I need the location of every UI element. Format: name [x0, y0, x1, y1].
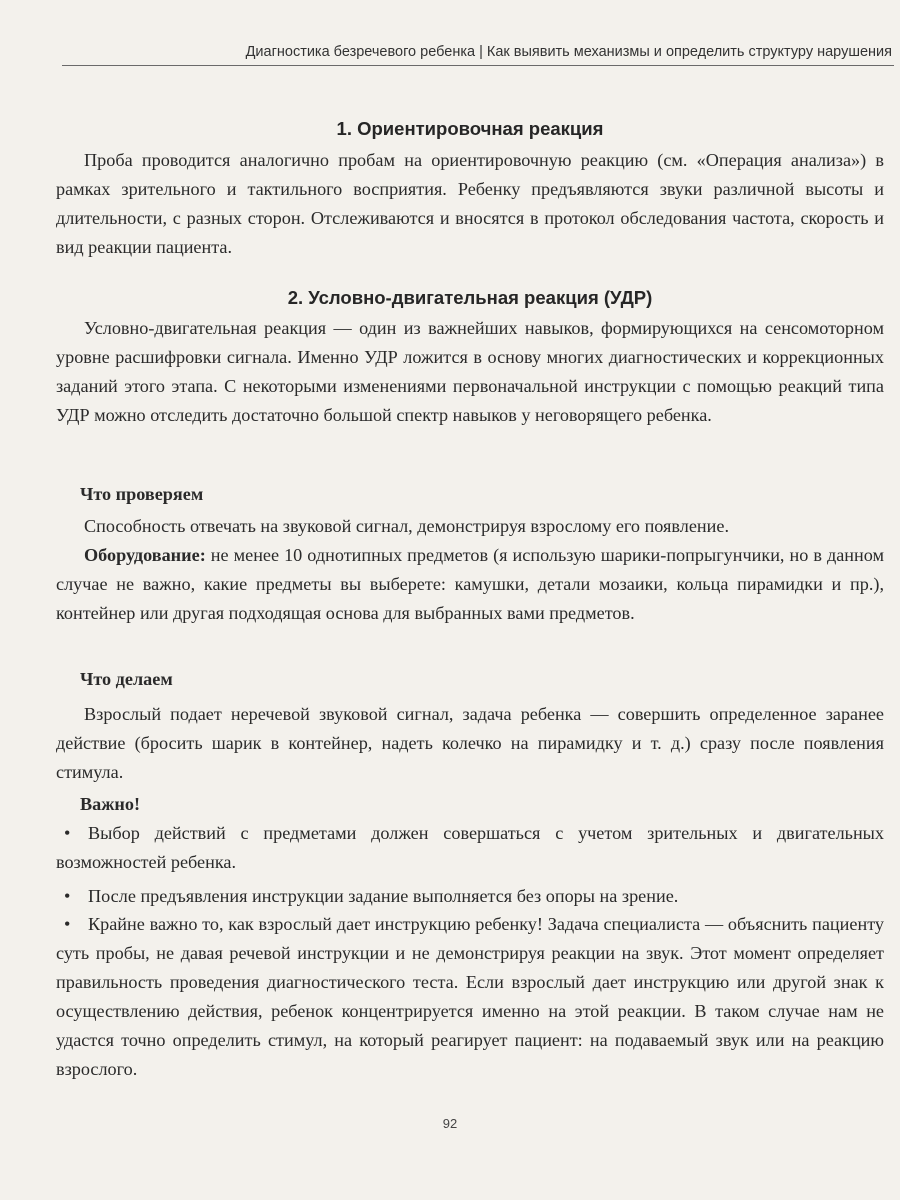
bullet-marker: • — [64, 914, 71, 934]
paragraph-what-we-check: Способность отвечать на звуковой сигнал, демонстрируя взрослому его появление. — [84, 516, 729, 536]
paragraph-what-we-do: Взрослый подает неречевой звуковой сигнал, задача ребенка — совершить определенное заранее действие (бросить шарик в контейнер, надеть колечко на пирамидку и т. д.) сразу после появления стимула. — [56, 704, 884, 782]
list-item — [56, 910, 884, 1084]
section-heading-udr: 2. Условно-двигательная реакция (УДР) — [287, 287, 653, 308]
subheading-what-we-do: Что делаем — [80, 669, 173, 689]
list-item-text: Крайне важно то, как взрослый дает инструкцию ребенку! Задача специалиста — объяснить пациенту суть пробы, не давая речевой инструкции и не демонстрируя реакции на звук. Этот момент определяет правильность проведения диагностического теста. Если взрослый дает инструкцию или другой знак к осуществлению действия, ребенок концентрируется именно на этой реакции. В таком случае нам не удастся точно определить стимул, на который реагирует пациент: на подаваемый звук или на реакцию взрослого. — [56, 914, 884, 1079]
paragraph-udr: Условно-двигательная реакция — один из важнейших навыков, формирующихся на сенсомоторном уровне расшифровки сигнала. Именно УДР ложится в основу многих диагностических и коррекционных заданий этого этапа. С некоторыми изменениями первоначальной инструкции с помощью реакций типа УДР можно отследить достаточно большой спектр навыков у неговорящего ребенка. — [56, 318, 884, 425]
page-number: 92 — [442, 1116, 458, 1131]
subheading-what-we-check: Что проверяем — [80, 484, 204, 504]
bullet-marker: • — [64, 823, 71, 843]
list-item — [56, 882, 884, 911]
running-header: Диагностика безречевого ребенка | Как выявить механизмы и определить структуру нарушения — [245, 44, 892, 60]
paragraph-equipment — [56, 541, 884, 628]
section-heading-orienting-reaction: 1. Ориентировочная реакция — [336, 118, 604, 139]
list-item — [56, 819, 884, 877]
list-item-text: После предъявления инструкции задание выполняется без опоры на зрение. — [88, 886, 679, 906]
list-item-text: Выбор действий с предметами должен совершаться с учетом зрительных и двигательных возможностей ребенка. — [56, 823, 884, 872]
header-rule — [62, 65, 894, 66]
equipment-text: не менее 10 однотипных предметов (я использую шарики-попрыгунчики, но в данном случае не важно, какие предметы вы выберете: камушки, детали мозаики, кольца пирамидки и пр.), контейнер или другая подходящая основа для выбранных вами предметов. — [56, 545, 884, 623]
equipment-label: Оборудование: — [84, 545, 206, 565]
paragraph-orienting-reaction: Проба проводится аналогично пробам на ориентировочную реакцию (см. «Операция анализа») в рамках зрительного и тактильного восприятия. Ребенку предъявляются звуки различной высоты и длительности, с разных сторон. Отслеживаются и вносятся в протокол обследования частота, скорость и вид реакции пациента. — [56, 150, 884, 257]
subheading-important: Важно! — [80, 794, 141, 814]
bullet-marker: • — [64, 886, 71, 906]
